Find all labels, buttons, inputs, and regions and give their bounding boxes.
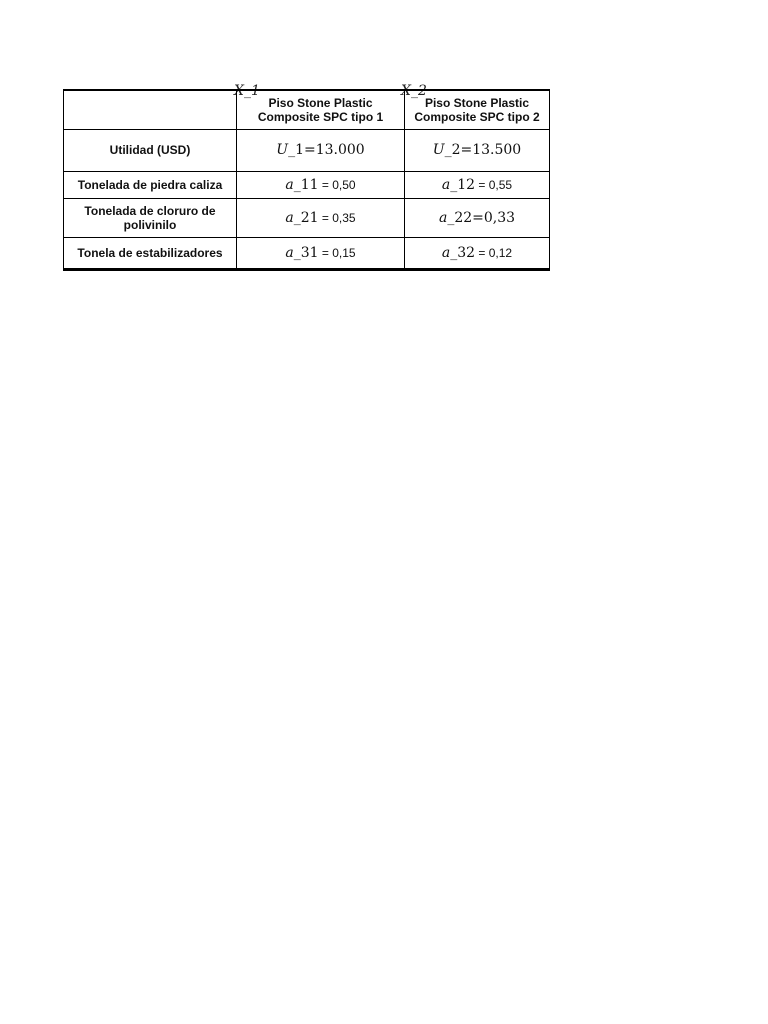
header-cell-empty [64, 90, 237, 129]
row-label: Tonela de estabilizadores [64, 237, 237, 269]
math-expression: a_12 [441, 176, 476, 193]
table-row [64, 198, 550, 237]
math-expression: a_31 [285, 244, 319, 261]
value-cell: a_32 = 0,12 [405, 237, 550, 269]
value-cell: a_21 = 0,35 [237, 198, 405, 237]
value-cell: a_12 = 0,55 [405, 171, 550, 198]
value-cell: a_11 = 0,50 [237, 171, 405, 198]
coefficient-table [63, 89, 550, 271]
math-expression: a_32 [441, 244, 476, 261]
table-row [64, 237, 550, 269]
table-row [64, 129, 550, 171]
value-cell: a_31 = 0,15 [237, 237, 405, 269]
row-label: Utilidad (USD) [64, 129, 237, 171]
row-label: Tonelada de piedra caliza [64, 171, 237, 198]
math-expression: U_1=13.000 [276, 142, 365, 158]
table-header-row [64, 90, 550, 129]
header-cell-product-2: Piso Stone Plastic Composite SPC tipo 2 [405, 90, 550, 129]
value-cell [237, 129, 405, 171]
variable-label-x2: X_2 [401, 83, 427, 99]
value-cell [405, 129, 550, 171]
math-expression: a_21 [285, 209, 319, 226]
value-cell [405, 198, 550, 237]
math-expression: U_2=13.500 [432, 142, 522, 158]
variable-label-x1: X_1 [234, 83, 260, 99]
row-label: Tonelada de cloruro de polivinilo [64, 198, 237, 237]
table-row [64, 171, 550, 198]
header-cell-product-1: Piso Stone Plastic Composite SPC tipo 1 [237, 90, 405, 129]
math-expression: a_22=0,33 [438, 209, 516, 226]
math-expression: a_11 [285, 176, 319, 193]
